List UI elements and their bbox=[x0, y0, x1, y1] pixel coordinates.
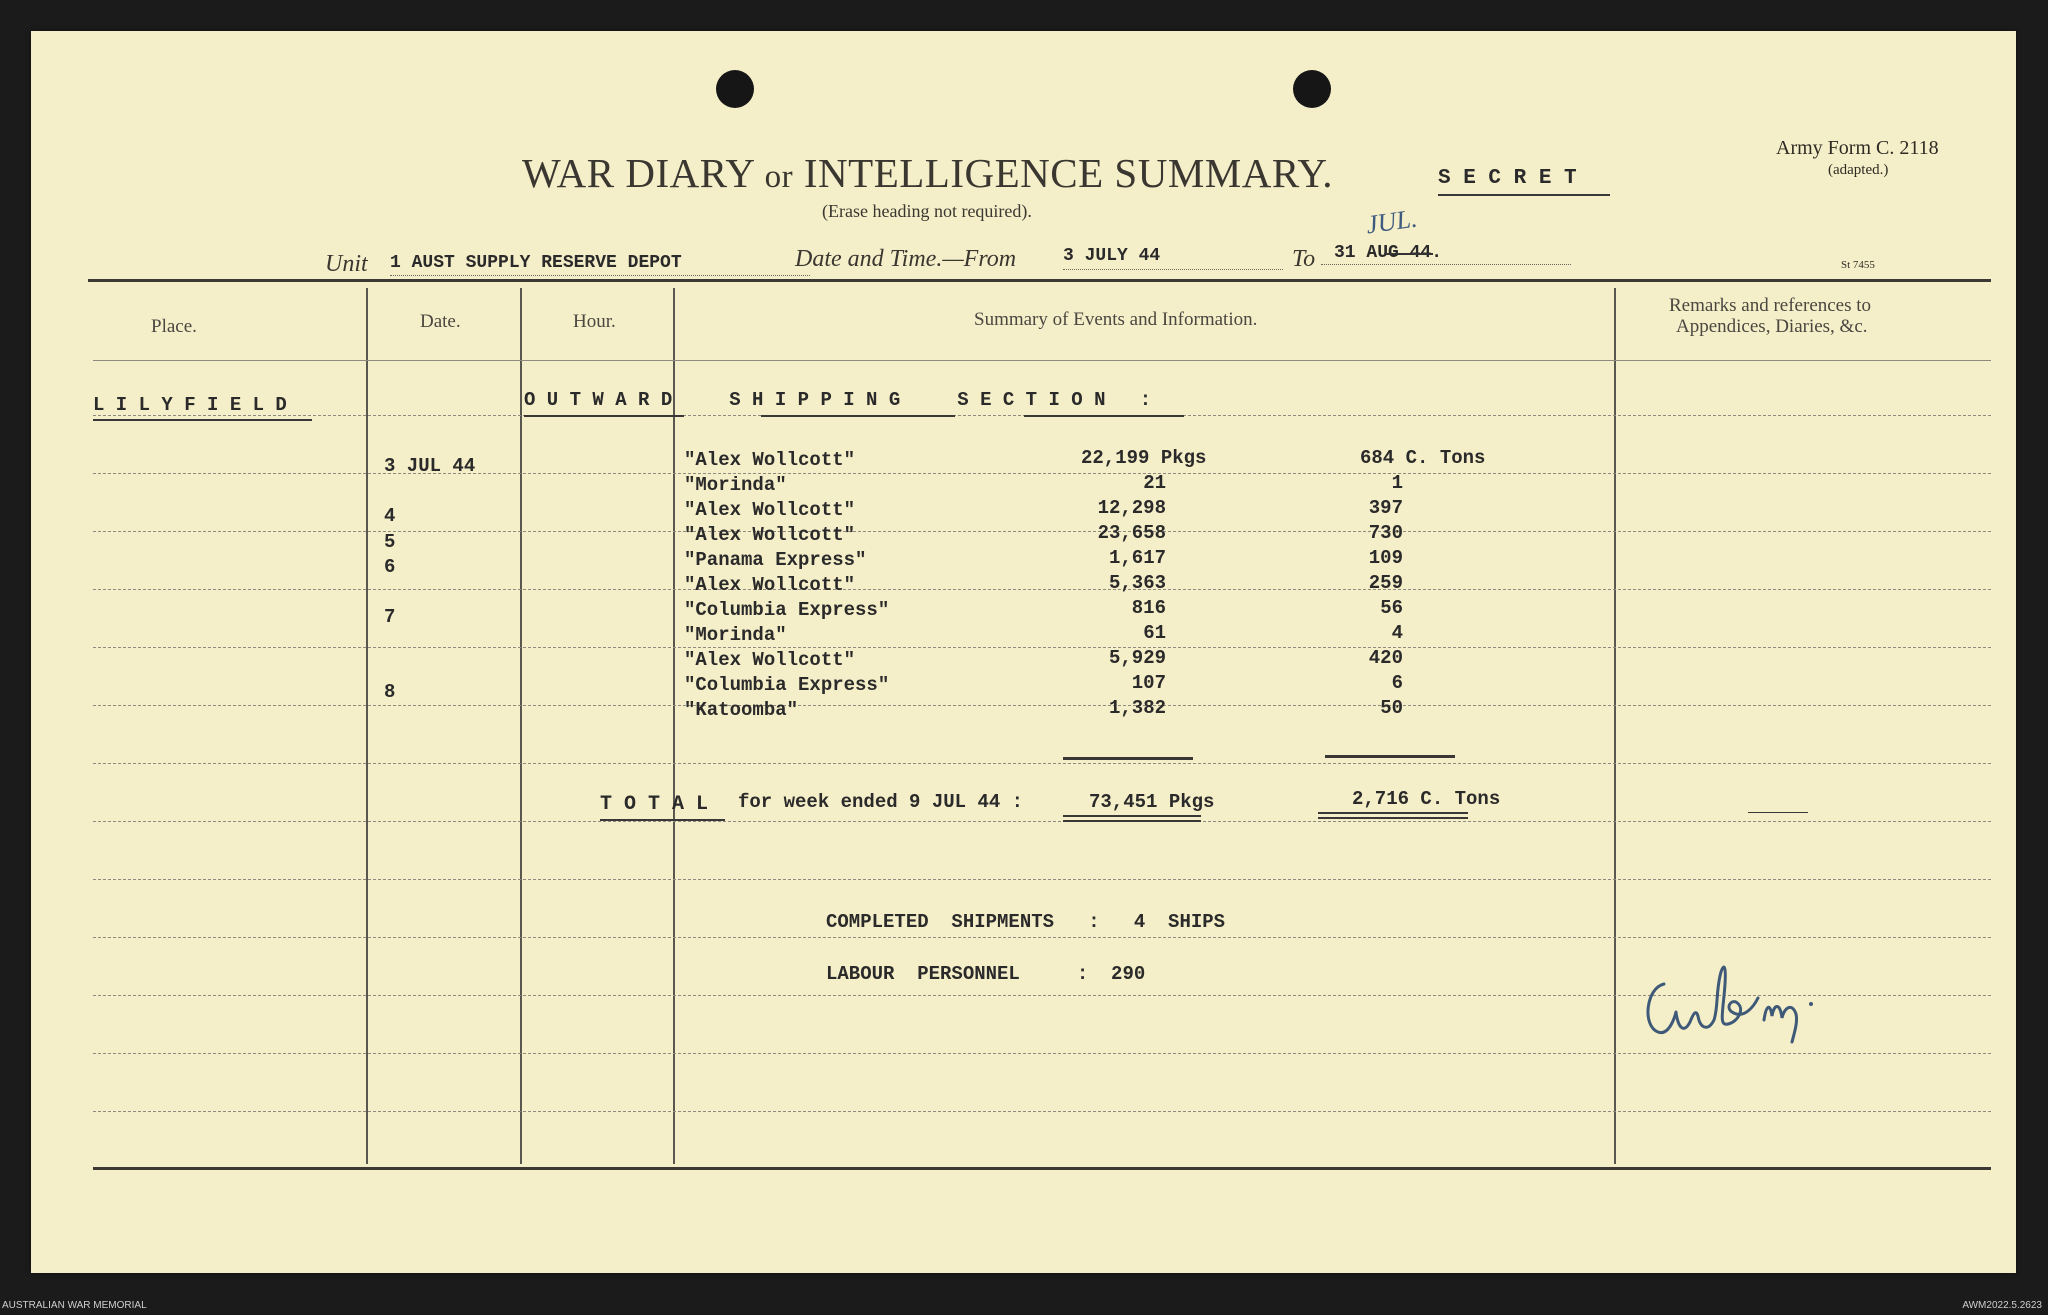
ship-name: "Alex Wollcott" bbox=[684, 499, 856, 521]
footer-right: AWM2022.5.2623 bbox=[1962, 1300, 2042, 1311]
to-date-correction: JUL. bbox=[1364, 203, 1419, 240]
ship-tons: 4 bbox=[1391, 622, 1403, 644]
from-date: 3 JULY 44 bbox=[1063, 246, 1161, 266]
to-label: To bbox=[1292, 246, 1316, 272]
date-3-jul-44: 3 JUL 44 bbox=[384, 455, 476, 477]
col-divider-2 bbox=[520, 288, 522, 1164]
ship-pkgs: 816 bbox=[1131, 597, 1166, 619]
ship-name: "Columbia Express" bbox=[684, 599, 890, 621]
col-divider-4 bbox=[1614, 288, 1616, 1164]
col-divider-1 bbox=[366, 288, 368, 1164]
footer-left: AUSTRALIAN WAR MEMORIAL bbox=[2, 1300, 147, 1311]
form-title: WAR DIARY or INTELLIGENCE SUMMARY. bbox=[522, 150, 1333, 196]
ship-pkgs: 21 bbox=[1143, 472, 1166, 494]
ship-name: "Katoomba" bbox=[684, 699, 799, 721]
secret-stamp: S E C R E T bbox=[1438, 167, 1577, 190]
unit-label: Unit bbox=[325, 251, 368, 277]
col-divider-3 bbox=[673, 288, 675, 1164]
ship-pkgs: 22,199 Pkgs bbox=[1081, 447, 1207, 469]
ship-pkgs: 1,382 bbox=[1108, 697, 1166, 719]
section-heading: O U T W A R D S H I P P I N G S E C T I O N : bbox=[524, 389, 1152, 411]
col-head-date: Date. bbox=[420, 311, 461, 332]
ship-name: "Alex Wollcott" bbox=[684, 649, 856, 671]
unit-value: 1 AUST SUPPLY RESERVE DEPOT bbox=[390, 253, 682, 273]
col-head-remarks-2: Appendices, Diaries, &c. bbox=[1676, 316, 1868, 337]
ship-name: "Columbia Express" bbox=[684, 674, 890, 696]
ship-tons: 50 bbox=[1380, 697, 1403, 719]
ship-pkgs: 61 bbox=[1143, 622, 1166, 644]
stock-number: St 7455 bbox=[1841, 259, 1875, 271]
ship-tons: 56 bbox=[1380, 597, 1403, 619]
ship-name: "Alex Wollcott" bbox=[684, 449, 856, 471]
total-tons: 2,716 C. Tons bbox=[1352, 788, 1501, 810]
ship-pkgs: 5,363 bbox=[1108, 572, 1166, 594]
ship-name: "Morinda" bbox=[684, 624, 787, 646]
ship-name: "Alex Wollcott" bbox=[684, 524, 856, 546]
date-time-label: Date and Time.—From bbox=[795, 246, 1017, 272]
ship-name: "Morinda" bbox=[684, 474, 787, 496]
army-form-number: Army Form C. 2118 bbox=[1776, 137, 1939, 159]
erase-note: (Erase heading not required). bbox=[822, 201, 1032, 221]
ship-pkgs: 23,658 bbox=[1097, 522, 1166, 544]
completed-shipments: COMPLETED SHIPMENTS : 4 SHIPS bbox=[826, 911, 1226, 933]
to-date: 31 AUG 44. bbox=[1334, 243, 1443, 263]
date-4: 4 bbox=[384, 505, 396, 527]
ship-pkgs: 1,617 bbox=[1108, 547, 1166, 569]
total-text: for week ended 9 JUL 44 : bbox=[738, 791, 1024, 813]
total-pkgs: 73,451 Pkgs bbox=[1089, 791, 1215, 813]
ship-tons: 397 bbox=[1368, 497, 1403, 519]
adapted-note: (adapted.) bbox=[1828, 162, 1889, 178]
officer-signature bbox=[1636, 936, 1846, 1066]
table-bottom-rule bbox=[93, 1167, 1991, 1170]
ship-name: "Alex Wollcott" bbox=[684, 574, 856, 596]
ship-name: "Panama Express" bbox=[684, 549, 867, 571]
table-top-rule bbox=[88, 279, 1991, 282]
ship-pkgs: 107 bbox=[1131, 672, 1166, 694]
ship-tons: 420 bbox=[1368, 647, 1403, 669]
col-head-remarks-1: Remarks and references to bbox=[1669, 295, 1872, 316]
ship-tons: 6 bbox=[1391, 672, 1403, 694]
ship-pkgs: 5,929 bbox=[1108, 647, 1166, 669]
place-name: L I L Y F I E L D bbox=[93, 394, 287, 416]
total-label: T O T A L bbox=[600, 793, 709, 816]
col-head-place: Place. bbox=[151, 316, 197, 337]
ship-pkgs: 12,298 bbox=[1097, 497, 1166, 519]
diary-sheet bbox=[31, 31, 2016, 1273]
date-8: 8 bbox=[384, 681, 396, 703]
punch-hole-left bbox=[716, 70, 754, 108]
ship-tons: 684 C. Tons bbox=[1360, 447, 1486, 469]
strike-aug bbox=[1385, 253, 1433, 255]
ship-tons: 730 bbox=[1368, 522, 1403, 544]
date-7: 7 bbox=[384, 606, 396, 628]
date-6: 6 bbox=[384, 556, 396, 578]
ship-tons: 259 bbox=[1368, 572, 1403, 594]
col-head-hour: Hour. bbox=[573, 311, 616, 332]
date-5: 5 bbox=[384, 531, 396, 553]
punch-hole-right bbox=[1293, 70, 1331, 108]
labour-personnel: LABOUR PERSONNEL : 290 bbox=[826, 963, 1146, 985]
col-head-summary: Summary of Events and Information. bbox=[974, 309, 1258, 330]
ship-tons: 109 bbox=[1368, 547, 1403, 569]
ship-tons: 1 bbox=[1391, 472, 1403, 494]
